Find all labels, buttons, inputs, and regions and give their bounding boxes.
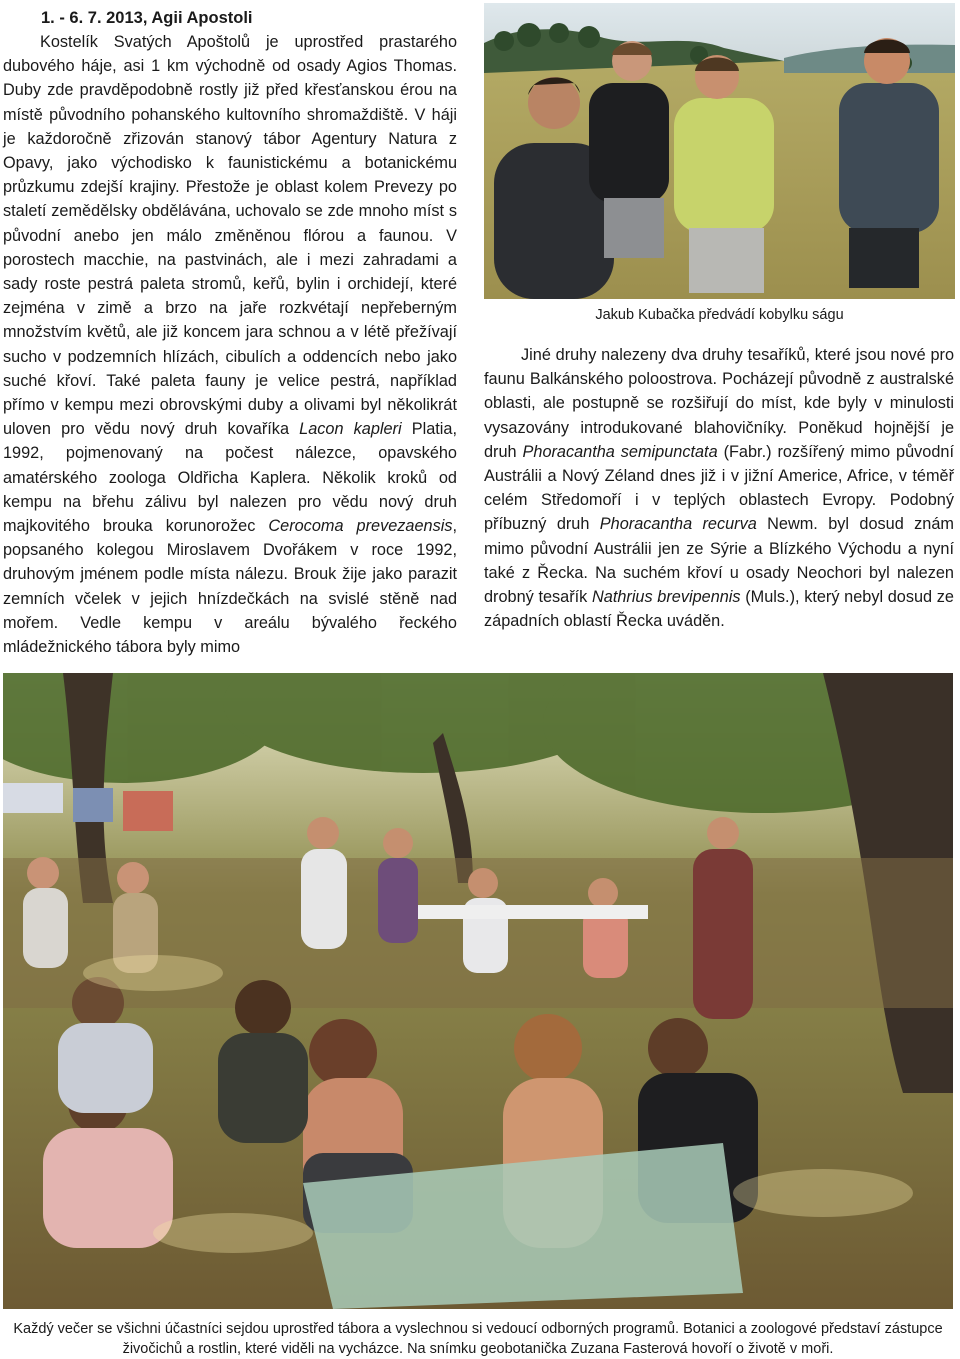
species-lacon-kapleri: Lacon kapleri xyxy=(299,420,402,439)
left-text-1: Kostelík Svatých Apoštolů je uprostřed prastarého dubového háje, asi 1 km východně od osady Agios Thomas. Duby zde pravděpodobně rostly již před křesťanskou érou na místě původního pohanského kultovního shromaždiště. V háji je každoročně zřizován stanový tábor Agentury Natura z Opavy, jako východisko k faunistickému a botanickému průzkumu zdejší krajiny. Přestože je oblast kolem Prevezy po staletí zemědělsky obdělávána, uchovalo se zde mnoho míst s původní anebo jen málo změněnou flórou a faunou. V porostech macchie, na pastvinách, ale i mezi zahradami a sady roste pestrá paleta stromů, keřů, bylin i orchidejí, které zejména v zimě a brzo na jaře rozkvétají nepřeberným množstvím květů, ale již koncem jara schnou a v létě přežívají sucho v podzemních hlízách, cibulích a oddencích nebo jako suché křoví. Také paleta fauny je velice pestrá, například přímo v kempu mezi obrovskými duby a olivami byl několikrát uloven pro vědu nový druh kovaříka xyxy=(3,33,457,439)
top-photo-caption: Jakub Kubačka předvádí kobylku ságu xyxy=(595,307,844,323)
top-photo xyxy=(484,3,955,299)
right-paragraph xyxy=(484,343,954,633)
right-text-2: (Fabr.) rozšířený mimo původní Austrálii a Nový Zéland dnes již i v jižní Americe, Africe, v téměř celém Středomoří i v teplých oblastech Evropy. Podobný příbuzný druh xyxy=(484,442,954,534)
right-text-4: (Muls.), který nebyl dosud ze západních oblastí Řecka uváděn. xyxy=(484,588,954,631)
species-cerocoma-prevezaensis: Cerocoma prevezaensis xyxy=(268,517,453,536)
left-column xyxy=(3,6,457,659)
bottom-photo-image xyxy=(3,673,953,1309)
top-photo-image xyxy=(484,3,955,299)
left-text-3: , popsaného kolegou Miroslavem Dvořákem v roce 1992, druhovým jménem podle místa nálezu. Brouk žije jako parazit zemních včelek v jejich hnízdečkách na svislé stěně nad mořem. Vedle kempu v areálu bývalého řeckého mládežnického tábora byly mimo xyxy=(3,517,457,657)
article-heading: 1. - 6. 7. 2013, Agii Apostoli xyxy=(41,9,253,27)
right-column xyxy=(484,343,954,633)
bottom-photo-caption: Každý večer se všichni účastníci sejdou uprostřed tábora a vyslechnou si vedoucí odborných programů. Botanici a zoologové představí zástupce živočichů a rostlin, které viděli na vycházce. Na snímku geobotanička Zuzana Fasterová hovoří o životě v moři. xyxy=(13,1321,943,1357)
species-phoracantha-semipunctata: Phoracantha semipunctata xyxy=(522,442,718,461)
bottom-photo xyxy=(3,673,953,1309)
left-text-2: Platia, 1992, pojmenovaný na počest nálezce, opavského amatérského zoologa Oldřicha Kaplera. Několik kroků od kempu na břehu zálivu byl nalezen pro vědu nový druh majkovitého brouka korunorožec xyxy=(3,420,457,536)
species-phoracantha-recurva: Phoracantha recurva xyxy=(599,515,757,534)
species-nathrius-brevipennis: Nathrius brevipennis xyxy=(592,588,741,607)
left-paragraph xyxy=(3,30,457,659)
right-text-1: Jiné druhy nalezeny dva druhy tesaříků, které jsou nové pro faunu Balkánského poloostrova. Pocházejí původně z australské oblasti, ale postupně se rozšiřují do míst, kde byly v minulosti vysazovány introdukované blahovičníky. Poněkud hojnější je druh xyxy=(484,346,954,461)
right-text-3: Newm. byl dosud znám mimo původní Austrálii jen ze Sýrie a Blízkého Východu a nyní také z Řecka. Na suchém křoví u osady Neochori byl nalezen drobný tesařík xyxy=(484,515,954,607)
